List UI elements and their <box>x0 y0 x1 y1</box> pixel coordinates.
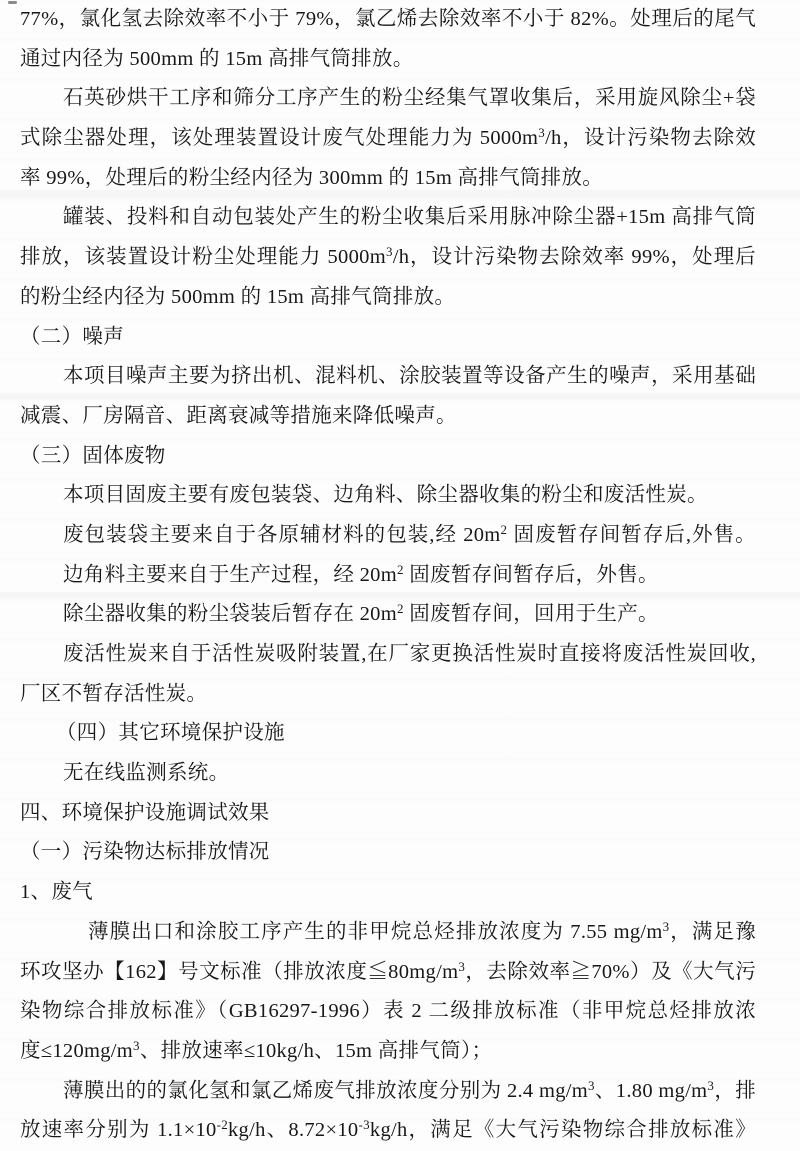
text-line-19: （四）其它环境保护设施 <box>56 722 285 745</box>
text-line-2: 通过内径为 500mm 的 15m 高排气筒排放。 <box>20 47 414 70</box>
text-line-29: 放速率分别为 $1.1\times 10^{-2}kg/h$、$8.72\times 10^{-3}kg/h$，满足《大气污染物综合排放标准》 <box>20 1117 756 1142</box>
text-line-21: 四、环境保护设施调试效果 <box>20 801 270 824</box>
document-text <box>20 0 756 1151</box>
text-line-20: 无在线监测系统。 <box>63 762 230 785</box>
text-line-23: 1、废气 <box>20 881 93 904</box>
text-line-27: 度$\le 120mg/m^3$、排放速率≤10kg/h、15m 高排气筒）； <box>20 1037 493 1062</box>
text-line-26: 染物综合排放标准》（GB16297-1996）表 2 二级排放标准（非甲烷总烃排放浓 <box>20 1000 756 1023</box>
text-line-16: 除尘器收集的粉尘袋装后暂存在 $20m^2$ 固废暂存间，回用于生产。 <box>63 601 659 626</box>
superscript: 3 <box>458 958 466 974</box>
superscript: 2 <box>500 521 508 537</box>
text-line-6: 罐装、投料和自动包装处产生的粉尘收集后采用脉冲除尘器+15m 高排气筒 <box>63 206 756 229</box>
text-line-28: 薄膜出的的氯化氢和氯乙烯废气排放浓度分别为 2.4 $mg/m^3$、1.80 $mg/m^3$，排 <box>63 1077 756 1102</box>
text-line-13: 本项目固废主要有废包装袋、边角料、除尘器收集的粉尘和废活性炭。 <box>63 484 708 507</box>
text-line-17: 废活性炭来自于活性炭吸附装置,在厂家更换活性炭时直接将废活性炭回收, <box>63 643 756 665</box>
superscript: 3 <box>662 918 670 934</box>
text-line-5: 率 99%，处理后的粉尘经内径为 300mm 的 15m 高排气筒排放。 <box>20 166 604 189</box>
text-line-24: 薄膜出口和涂胶工序产生的非甲烷总烃排放浓度为 7.55 $mg/m^3$，满足豫 <box>88 918 756 943</box>
text-line-4: 式除尘器处理，该处理装置设计废气处理能力为 $5000m^3/h$，设计污染物去除效 <box>20 125 756 150</box>
text-line-8: 的粉尘经内径为 500mm 的 15m 高排气筒排放。 <box>20 285 456 308</box>
superscript: 2 <box>396 561 404 577</box>
text-line-18: 厂区不暂存活性炭。 <box>20 682 208 705</box>
text-line-12: （三）固体废物 <box>20 444 166 467</box>
superscript: 3 <box>538 125 546 141</box>
superscript: 3 <box>588 1077 595 1093</box>
text-line-3: 石英砂烘干工序和筛分工序产生的粉尘经集气罩收集后，采用旋风除尘+袋 <box>63 87 756 110</box>
text-line-22: （一）污染物达标排放情况 <box>20 841 270 864</box>
superscript: 3 <box>707 1077 715 1093</box>
superscript: -3 <box>358 1117 370 1133</box>
text-line-10: 本项目噪声主要为挤出机、混料机、涂胶装置等设备产生的噪声，采用基础 <box>63 365 756 388</box>
superscript: 2 <box>396 601 404 617</box>
text-line-7: 排放，该装置设计粉尘处理能力 $5000m^3/h$，设计污染物去除效率 99%，处理后 <box>20 244 756 269</box>
text-line-15: 边角料主要来自于生产过程，经 $20m^2$ 固废暂存间暂存后，外售。 <box>63 561 659 586</box>
superscript: 3 <box>385 244 393 260</box>
superscript: 3 <box>133 1037 140 1053</box>
text-line-1: 77%，氯化氢去除效率不小于 79%，氯乙烯去除效率不小于 82%。处理后的尾气 <box>20 8 756 30</box>
text-line-14: 废包装袋主要来自于各原辅材料的包装,经 $20m^2$ 固废暂存间暂存后,外售。 <box>63 521 756 546</box>
text-line-9: （二）噪声 <box>20 325 124 348</box>
superscript: -2 <box>216 1117 228 1133</box>
text-line-11: 减震、厂房隔音、距离衰减等措施来降低噪声。 <box>20 404 457 427</box>
text-line-25: 环攻坚办【162】号文标准（排放浓度$≦80mg/m^3$，去除效率≧70%）及《大气污 <box>20 958 756 983</box>
